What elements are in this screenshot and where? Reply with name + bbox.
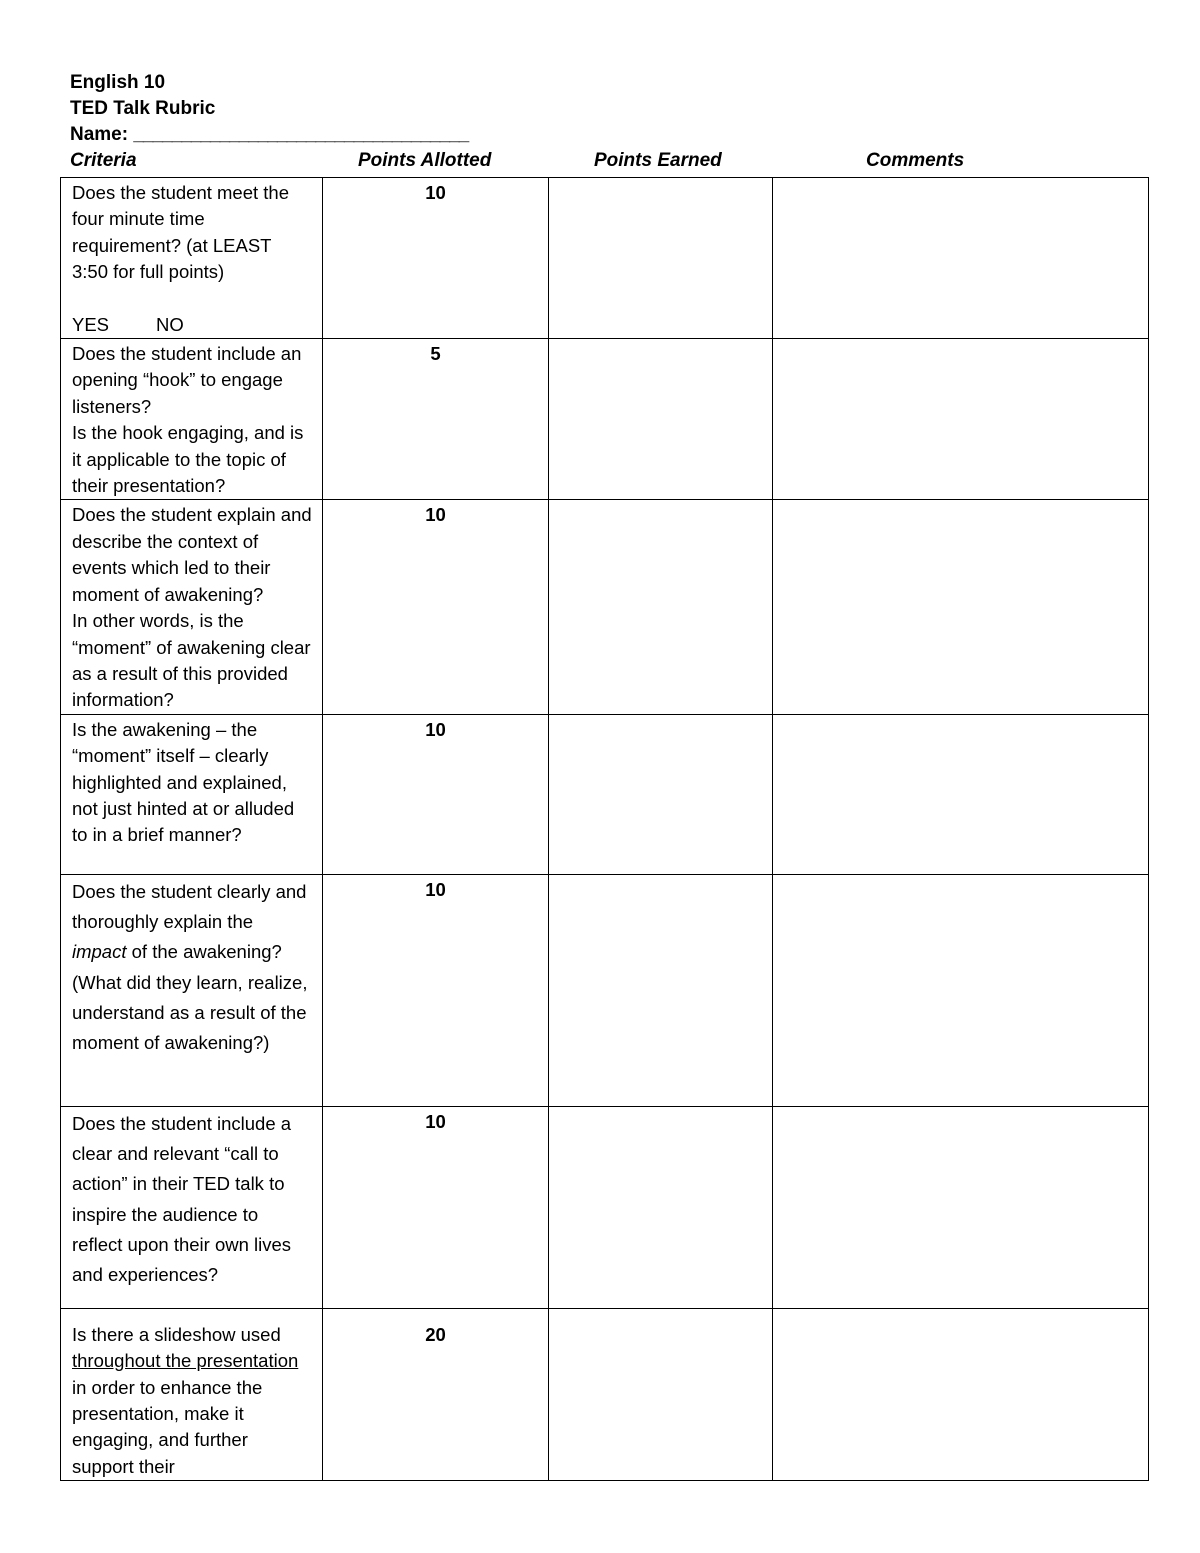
table-row	[61, 1308, 1149, 1480]
points-allotted-cell: 10	[323, 500, 549, 714]
yes-option[interactable]: YES	[72, 313, 110, 335]
points-allotted-cell: 20	[323, 1308, 549, 1480]
comments-cell[interactable]	[773, 1106, 1149, 1308]
criteria-cell	[61, 1308, 323, 1480]
document-header	[70, 70, 468, 148]
table-row	[61, 874, 1149, 1106]
criteria-header: Criteria	[70, 150, 137, 171]
criteria-text: Is the awakening – the “moment” itself – clearly highlighted and explained, not just hinted at or alluded to in a brief manner?	[72, 718, 295, 846]
criteria-cell	[61, 178, 323, 339]
underlined-phrase: throughout the presentation	[72, 1350, 299, 1372]
comments-cell[interactable]	[773, 1308, 1149, 1480]
points-earned-cell[interactable]	[549, 1106, 773, 1308]
criteria-text: Is there a slideshow used throughout the presentation in order to enhance the presentation, make it engaging, and further support their	[72, 1323, 299, 1477]
table-row	[61, 1106, 1149, 1308]
column-headers	[60, 150, 1148, 176]
name-label: Name:	[70, 124, 129, 145]
points-earned-cell[interactable]	[549, 714, 773, 874]
criteria-cell	[61, 714, 323, 874]
points-allotted-cell: 5	[323, 339, 549, 500]
criteria-text: In other words, is the “moment” of awakening clear as a result of this provided information?	[72, 610, 311, 711]
comments-cell[interactable]	[773, 714, 1149, 874]
points-earned-cell[interactable]	[549, 1308, 773, 1480]
course-title: English 10	[70, 72, 166, 93]
criteria-text: Does the student clearly and thoroughly explain the impact of the awakening? (What did they learn, realize, understand as a result of the moment of awakening?)	[72, 880, 308, 1054]
criteria-cell	[61, 500, 323, 714]
criteria-text: Is the hook engaging, and is it applicable to the topic of their presentation?	[72, 422, 304, 497]
impact-emphasis: impact	[72, 941, 127, 963]
table-row	[61, 178, 1149, 339]
points-earned-cell[interactable]	[549, 874, 773, 1106]
table-row	[61, 714, 1149, 874]
comments-header: Comments	[866, 150, 965, 171]
name-line	[70, 122, 468, 148]
points-allotted-cell: 10	[323, 178, 549, 339]
points-allotted-cell: 10	[323, 874, 549, 1106]
criteria-text: Does the student include an opening “hook” to engage listeners?	[72, 343, 302, 417]
table-row	[61, 339, 1149, 500]
points-earned-cell[interactable]	[549, 339, 773, 500]
points-earned-cell[interactable]	[549, 500, 773, 714]
rubric-table	[60, 177, 1149, 1481]
criteria-cell	[61, 339, 323, 500]
comments-cell[interactable]	[773, 178, 1149, 339]
name-blank[interactable]: ___________________________________	[133, 124, 469, 145]
points-earned-header: Points Earned	[594, 150, 722, 171]
comments-cell[interactable]	[773, 339, 1149, 500]
criteria-text: Does the student include a clear and relevant “call to action” in their TED talk to inspire the audience to reflect upon their own lives and experiences?	[72, 1112, 292, 1286]
criteria-cell	[61, 1106, 323, 1308]
rubric-title: TED Talk Rubric	[70, 98, 216, 119]
points-allotted-cell: 10	[323, 1106, 549, 1308]
criteria-text: Does the student meet the four minute time requirement? (at LEAST 3:50 for full points)	[72, 182, 289, 283]
comments-cell[interactable]	[773, 500, 1149, 714]
points-earned-cell[interactable]	[549, 178, 773, 339]
no-option[interactable]: NO	[156, 313, 184, 335]
criteria-text: Does the student explain and describe the context of events which led to their moment of awakening?	[72, 504, 312, 605]
points-allotted-cell: 10	[323, 714, 549, 874]
table-row	[61, 500, 1149, 714]
points-allotted-header: Points Allotted	[358, 150, 492, 171]
yes-no-options	[72, 312, 312, 338]
comments-cell[interactable]	[773, 874, 1149, 1106]
criteria-cell	[61, 874, 323, 1106]
